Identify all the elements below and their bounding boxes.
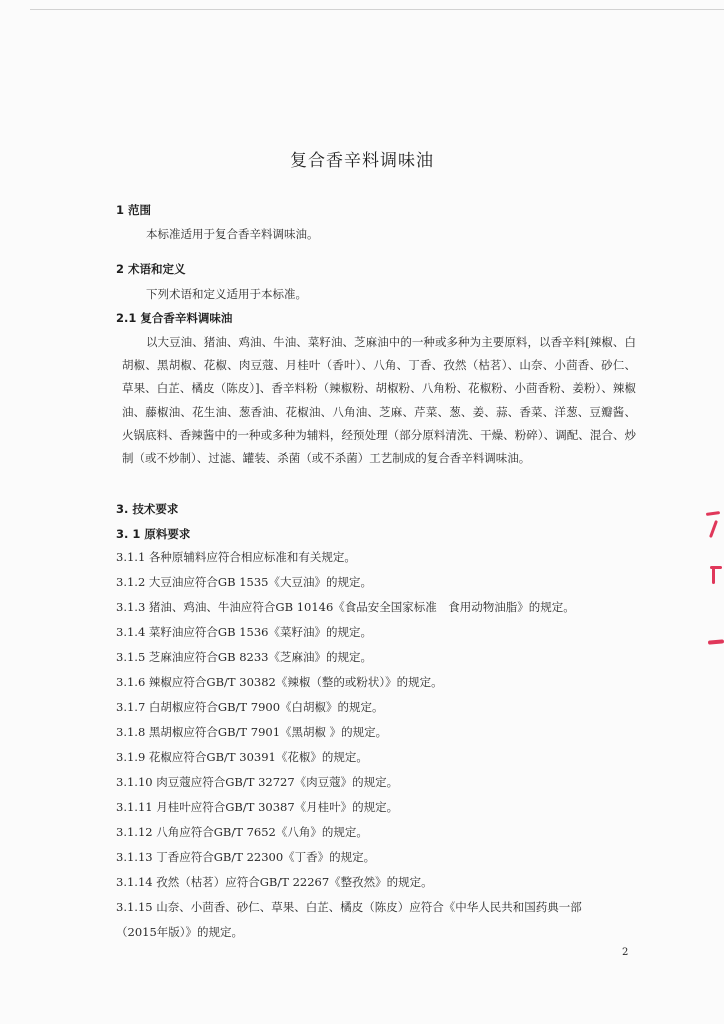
stamp-mark bbox=[709, 520, 718, 538]
clause-3-1-2: 3.1.2 大豆油应符合GB 1535《大豆油》的规定。 bbox=[116, 575, 372, 589]
stamp-mark bbox=[706, 511, 720, 516]
section-3-1-heading: 3. 1 原料要求 bbox=[116, 527, 191, 541]
page-title: 复合香辛料调味油 bbox=[290, 151, 434, 171]
clause-3-1-13: 3.1.13 丁香应符合GB/T 22300《丁香》的规定。 bbox=[116, 850, 376, 864]
scan-edge-line bbox=[30, 9, 724, 10]
section-1-heading: 1 范围 bbox=[116, 203, 152, 217]
clause-3-1-3: 3.1.3 猪油、鸡油、牛油应符合GB 10146《食品安全国家标准 食用动物油脂》的规定。 bbox=[116, 600, 575, 614]
clause-3-1-14: 3.1.14 孜然（枯茗）应符合GB/T 22267《整孜然》的规定。 bbox=[116, 875, 433, 889]
section-3-heading: 3. 技术要求 bbox=[116, 502, 179, 516]
clause-3-1-10: 3.1.10 肉豆蔻应符合GB/T 32727《肉豆蔻》的规定。 bbox=[116, 775, 399, 789]
section-2-1-heading: 2.1 复合香辛料调味油 bbox=[116, 311, 233, 325]
clause-3-1-9: 3.1.9 花椒应符合GB/T 30391《花椒》的规定。 bbox=[116, 750, 368, 764]
clause-3-1-15-continued: （2015年版）》的规定。 bbox=[116, 925, 244, 939]
clause-3-1-15: 3.1.15 山奈、小茴香、砂仁、草果、白芷、橘皮（陈皮）应符合《中华人民共和国药典一部 bbox=[116, 900, 582, 914]
clause-3-1-6: 3.1.6 辣椒应符合GB/T 30382《辣椒（整的或粉状）》的规定。 bbox=[116, 675, 443, 689]
stamp-mark bbox=[708, 639, 724, 644]
section-1-body: 本标准适用于复合香辛料调味油。 bbox=[146, 227, 319, 241]
clause-3-1-7: 3.1.7 白胡椒应符合GB/T 7900《白胡椒》的规定。 bbox=[116, 700, 384, 714]
section-2-heading: 2 术语和定义 bbox=[116, 262, 186, 276]
clause-3-1-11: 3.1.11 月桂叶应符合GB/T 30387《月桂叶》的规定。 bbox=[116, 800, 399, 814]
page-number: 2 bbox=[622, 947, 629, 958]
clause-3-1-1: 3.1.1 各种原辅料应符合相应标准和有关规定。 bbox=[116, 550, 356, 564]
stamp-mark bbox=[712, 568, 715, 584]
section-2-1-definition: 以大豆油、猪油、鸡油、牛油、菜籽油、芝麻油中的一种或多种为主要原料，以香辛料[辣椒、白胡椒、黑胡椒、花椒、肉豆蔻、月桂叶（香叶）、八角、丁香、孜然（枯茗）、山奈、小茴香、砂仁、草果、白芷、橘皮（陈皮）]、香辛料粉（辣椒粉、胡椒粉、八角粉、花椒粉、小茴香粉、姜粉）、辣椒油、藤椒油、花生油、葱香油、花椒油、八角油、芝麻、芹菜、葱、姜、蒜、香菜、洋葱、豆瓣酱、火锅底料、香辣酱中的一种或多种为辅料，经预处理（部分原料清洗、干燥、粉碎）、调配、混合、炒制（或不炒制）、过滤、罐装、杀菌（或不杀菌）工艺制成的复合香辛料调味油。 bbox=[122, 335, 636, 466]
clause-3-1-12: 3.1.12 八角应符合GB/T 7652《八角》的规定。 bbox=[116, 825, 368, 839]
section-2-body: 下列术语和定义适用于本标准。 bbox=[146, 287, 307, 301]
clause-3-1-4: 3.1.4 菜籽油应符合GB 1536《菜籽油》的规定。 bbox=[116, 625, 372, 639]
clause-3-1-5: 3.1.5 芝麻油应符合GB 8233《芝麻油》的规定。 bbox=[116, 650, 372, 664]
clause-3-1-8: 3.1.8 黑胡椒应符合GB/T 7901《黑胡椒 》的规定。 bbox=[116, 725, 388, 739]
